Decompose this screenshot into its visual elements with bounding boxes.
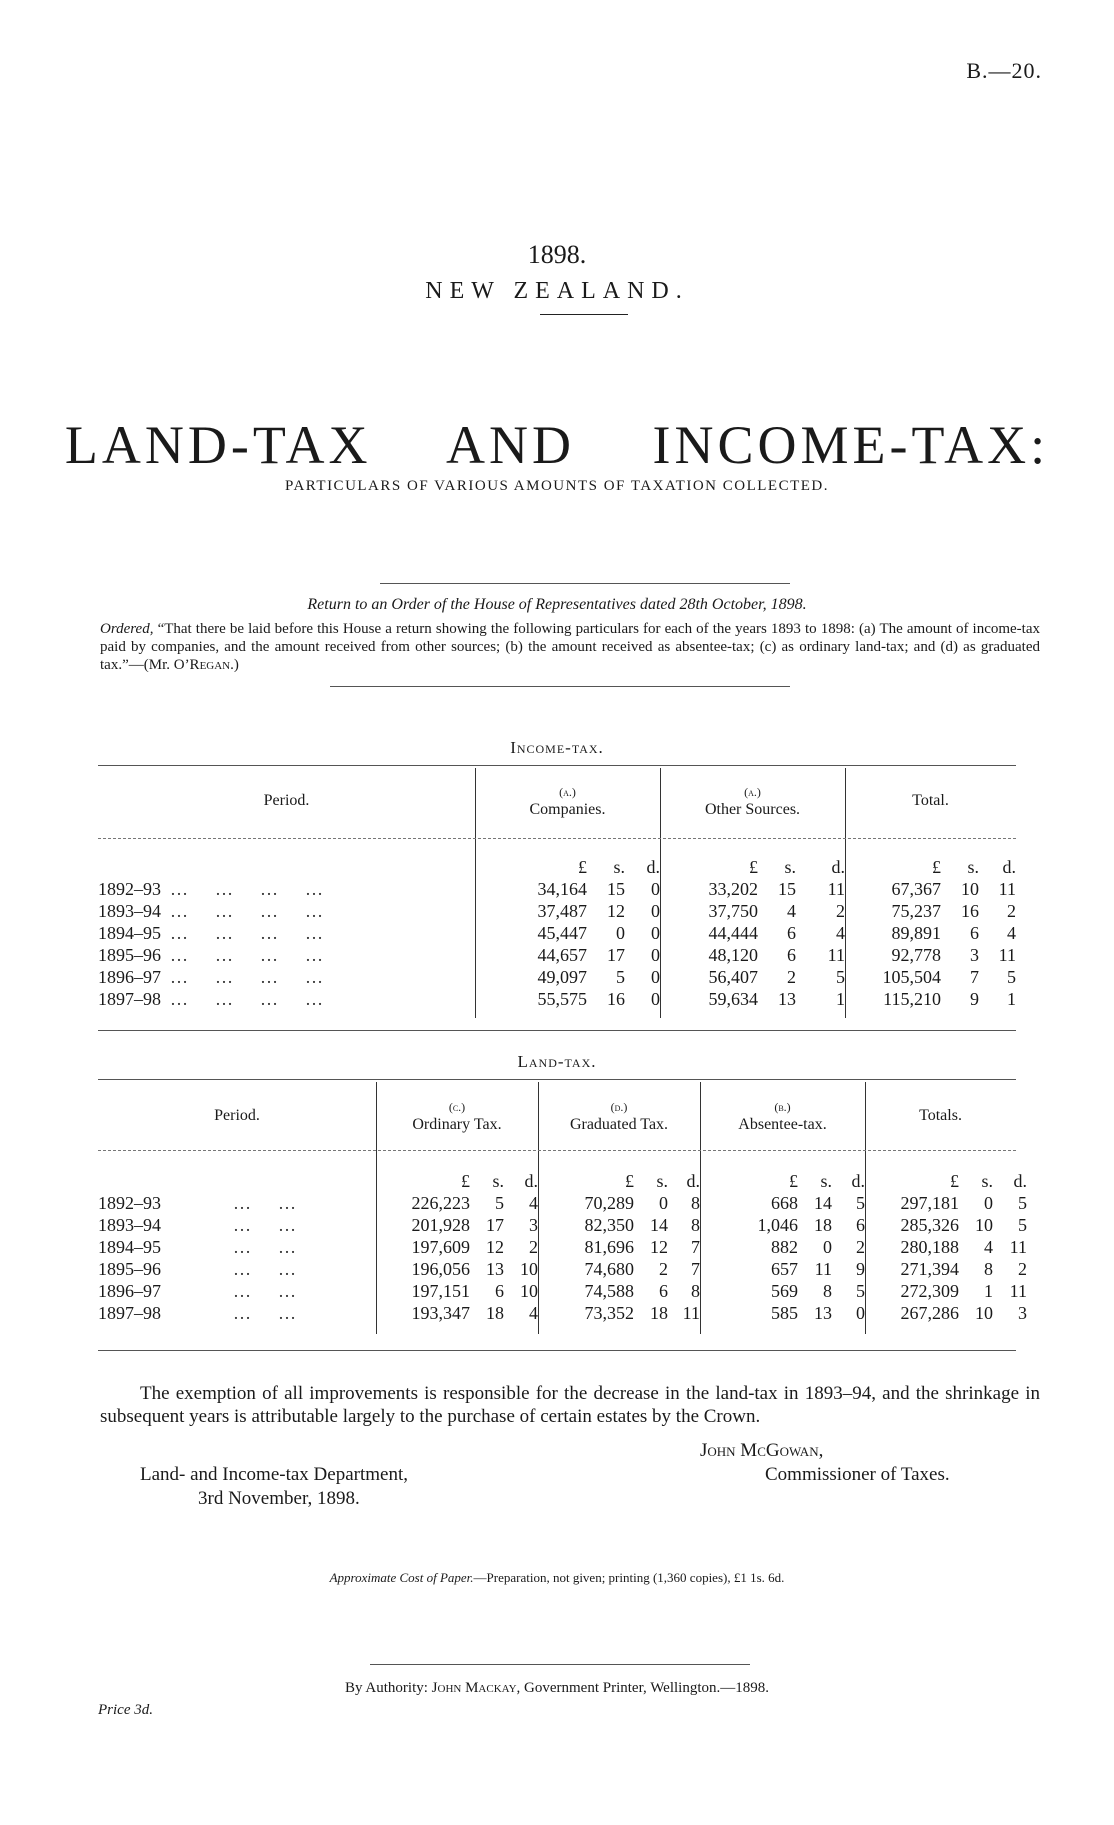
total-pence: 2 [1007, 901, 1016, 921]
unit-pence: d. [1013, 1171, 1027, 1191]
department: Land- and Income-tax Department, [140, 1464, 408, 1485]
totals-pounds: 271,394 [900, 1259, 959, 1279]
totals-shillings: 4 [984, 1237, 993, 1257]
income-col-companies-label: Companies. [529, 801, 606, 818]
land-col-period: Period. [214, 1107, 260, 1124]
income-row [98, 988, 1016, 1010]
totals-pounds: 267,286 [900, 1303, 959, 1323]
period-cell [98, 1236, 376, 1258]
land-col-graduated-label: Graduated Tax. [569, 1116, 669, 1133]
totals-shillings: 8 [984, 1259, 993, 1279]
period-cell [98, 1192, 376, 1214]
absentee-pounds: 569 [771, 1281, 798, 1301]
ordinary-pounds: 197,609 [411, 1237, 470, 1257]
income-col-period: Period. [263, 792, 310, 809]
authority-printer: John Mackay, [431, 1680, 521, 1696]
other-pence: 1 [836, 989, 845, 1009]
companies-pence: 0 [651, 901, 660, 921]
income-col-companies-tag: (a.) [559, 785, 576, 799]
land-tax-bottom-rule [98, 1350, 1016, 1351]
leader-dots: … … … … [161, 901, 323, 921]
period-label: 1892–93 [98, 879, 161, 899]
period-label: 1895–96 [98, 945, 161, 965]
unit-shillings: s. [613, 857, 625, 877]
graduated-pence: 8 [691, 1281, 700, 1301]
period-cell [98, 1214, 376, 1236]
period-cell [98, 1258, 376, 1280]
order-text: “That there be laid before this House a return showing the following particulars for each of the years 1893 to 1898: (a) The amount of income-tax paid by companies, and the amount received from other sources; (b) the amount received as absentee-tax; (c) as ordinary land-tax; and (d) as graduated tax.”—(Mr. [100, 621, 1040, 673]
totals-shillings: 0 [984, 1193, 993, 1213]
land-col-absentee-label: Absentee-tax. [738, 1116, 827, 1133]
ordinary-pence: 4 [529, 1303, 538, 1323]
other-pounds: 33,202 [708, 879, 758, 899]
period-label: 1897–98 [98, 989, 161, 1009]
other-pounds: 44,444 [708, 923, 758, 943]
ordinary-pounds: 193,347 [411, 1303, 470, 1323]
other-pounds: 48,120 [708, 945, 758, 965]
other-pence: 2 [836, 901, 845, 921]
total-pounds: 67,367 [891, 879, 941, 899]
authority-line [0, 1680, 1114, 1697]
income-row [98, 878, 1016, 900]
other-shillings: 6 [787, 945, 796, 965]
other-shillings: 2 [787, 967, 796, 987]
period-label: 1894–95 [98, 1237, 161, 1257]
unit-pounds: £ [625, 1171, 634, 1191]
other-pounds: 59,634 [708, 989, 758, 1009]
land-row [98, 1236, 1027, 1258]
absentee-pence: 0 [856, 1303, 865, 1323]
leader-dots: … … … … [161, 967, 323, 987]
total-shillings: 10 [961, 879, 979, 899]
ordinary-shillings: 6 [495, 1281, 504, 1301]
companies-pence: 0 [651, 923, 660, 943]
return-line: Return to an Order of the House of Representatives dated 28th October, 1898. [307, 596, 807, 613]
period-label: 1892–93 [98, 1193, 161, 1213]
companies-shillings: 16 [607, 989, 625, 1009]
graduated-shillings: 12 [650, 1237, 668, 1257]
land-header-rule [98, 1150, 1016, 1151]
totals-pounds: 297,181 [900, 1193, 959, 1213]
absentee-pounds: 882 [771, 1237, 798, 1257]
income-col-total: Total. [912, 792, 949, 809]
signatory-title: Commissioner of Taxes. [765, 1464, 950, 1485]
authority-rest: Government Printer, Wellington.—1898. [524, 1680, 769, 1696]
graduated-pence: 11 [682, 1303, 700, 1323]
unit-shillings: s. [656, 1171, 668, 1191]
income-row [98, 944, 1016, 966]
period-cell [98, 966, 475, 988]
unit-pence: d. [851, 1171, 865, 1191]
land-col-ordinary-label: Ordinary Tax. [412, 1116, 502, 1133]
companies-pence: 0 [651, 945, 660, 965]
land-col-graduated-tag: (d.) [610, 1100, 628, 1114]
totals-pence: 11 [1009, 1237, 1027, 1257]
companies-shillings: 12 [607, 901, 625, 921]
absentee-shillings: 18 [814, 1215, 832, 1235]
other-pounds: 37,750 [708, 901, 758, 921]
total-pounds: 105,504 [882, 967, 941, 987]
leader-dots: … … [161, 1303, 296, 1323]
ordinary-pence: 2 [529, 1237, 538, 1257]
year: 1898. [527, 240, 587, 269]
total-pounds: 89,891 [891, 923, 941, 943]
unit-shillings: s. [820, 1171, 832, 1191]
total-shillings: 9 [970, 989, 979, 1009]
order-paragraph [100, 620, 1040, 674]
absentee-pence: 5 [856, 1193, 865, 1213]
absentee-shillings: 8 [823, 1281, 832, 1301]
cost-line [0, 1570, 1114, 1586]
graduated-pence: 8 [691, 1193, 700, 1213]
land-row [98, 1280, 1027, 1302]
other-shillings: 13 [778, 989, 796, 1009]
income-row [98, 922, 1016, 944]
period-label: 1896–97 [98, 1281, 161, 1301]
period-label: 1894–95 [98, 923, 161, 943]
land-col-ordinary-tag: (c.) [448, 1100, 466, 1114]
totals-shillings: 1 [984, 1281, 993, 1301]
total-pounds: 115,210 [883, 989, 941, 1009]
totals-pence: 5 [1018, 1193, 1027, 1213]
companies-pounds: 44,657 [537, 945, 587, 965]
leader-dots: … … … … [161, 923, 323, 943]
leader-dots: … … [161, 1281, 296, 1301]
total-pence: 5 [1007, 967, 1016, 987]
graduated-pounds: 73,352 [584, 1303, 634, 1323]
ordinary-shillings: 18 [486, 1303, 504, 1323]
land-units-row [98, 1170, 1027, 1192]
period-cell [98, 988, 475, 1010]
graduated-shillings: 18 [650, 1303, 668, 1323]
unit-pence: d. [646, 857, 660, 877]
companies-pounds: 55,575 [537, 989, 587, 1009]
ordinary-shillings: 5 [495, 1193, 504, 1213]
income-row [98, 966, 1016, 988]
graduated-shillings: 6 [659, 1281, 668, 1301]
totals-pence: 5 [1018, 1215, 1027, 1235]
totals-pence: 11 [1009, 1281, 1027, 1301]
leader-dots: … … [161, 1237, 296, 1257]
income-col-companies [475, 783, 660, 819]
unit-pence: d. [1002, 857, 1016, 877]
unit-shillings: s. [492, 1171, 504, 1191]
graduated-shillings: 14 [650, 1215, 668, 1235]
totals-pounds: 280,188 [900, 1237, 959, 1257]
period-label: 1897–98 [98, 1303, 161, 1323]
land-row [98, 1302, 1027, 1324]
page-subtitle: PARTICULARS OF VARIOUS AMOUNTS OF TAXATION COLLECTED. [285, 478, 829, 494]
totals-pence: 3 [1018, 1303, 1027, 1323]
companies-pounds: 34,164 [537, 879, 587, 899]
other-pounds: 56,407 [708, 967, 758, 987]
income-col-other-tag: (a.) [744, 785, 761, 799]
total-pence: 1 [1007, 989, 1016, 1009]
absentee-shillings: 0 [823, 1237, 832, 1257]
graduated-pounds: 74,588 [584, 1281, 634, 1301]
total-shillings: 16 [961, 901, 979, 921]
unit-pounds: £ [749, 857, 758, 877]
graduated-pounds: 82,350 [584, 1215, 634, 1235]
graduated-shillings: 2 [659, 1259, 668, 1279]
unit-pounds: £ [950, 1171, 959, 1191]
land-tax-heading: Land-tax. [517, 1052, 597, 1071]
period-label: 1896–97 [98, 967, 161, 987]
absentee-pence: 2 [856, 1237, 865, 1257]
period-cell [98, 944, 475, 966]
divider-top [380, 583, 790, 584]
period-cell [98, 878, 475, 900]
totals-shillings: 10 [975, 1215, 993, 1235]
absentee-pounds: 1,046 [757, 1215, 798, 1235]
signatory-name: John McGowan, [700, 1440, 824, 1461]
total-pounds: 92,778 [891, 945, 941, 965]
income-tax-bottom-rule [98, 1030, 1016, 1031]
document-reference: B.—20. [966, 58, 1042, 83]
cost-label: Approximate Cost of Paper. [329, 1570, 474, 1585]
totals-shillings: 10 [975, 1303, 993, 1323]
absentee-pence: 5 [856, 1281, 865, 1301]
heading-rule [540, 314, 628, 315]
graduated-pounds: 81,696 [584, 1237, 634, 1257]
unit-shillings: s. [784, 857, 796, 877]
unit-pounds: £ [789, 1171, 798, 1191]
land-col-ordinary [376, 1098, 538, 1134]
unit-pence: d. [686, 1171, 700, 1191]
absentee-shillings: 13 [814, 1303, 832, 1323]
unit-pounds: £ [461, 1171, 470, 1191]
total-shillings: 6 [970, 923, 979, 943]
other-shillings: 6 [787, 923, 796, 943]
leader-dots: … … [161, 1193, 296, 1213]
price: Price 3d. [98, 1702, 153, 1718]
other-shillings: 15 [778, 879, 796, 899]
income-tax-top-rule [98, 765, 1016, 766]
land-row [98, 1258, 1027, 1280]
total-pounds: 75,237 [891, 901, 941, 921]
graduated-pence: 7 [691, 1259, 700, 1279]
absentee-shillings: 14 [814, 1193, 832, 1213]
ordinary-pounds: 196,056 [411, 1259, 470, 1279]
companies-shillings: 15 [607, 879, 625, 899]
ordinary-pence: 10 [520, 1281, 538, 1301]
companies-shillings: 5 [616, 967, 625, 987]
income-tax-heading: Income-tax. [510, 738, 604, 757]
period-cell [98, 1280, 376, 1302]
leader-dots: … … … … [161, 879, 323, 899]
income-col-other [660, 783, 845, 819]
leader-dots: … … … … [161, 945, 323, 965]
graduated-pence: 7 [691, 1237, 700, 1257]
leader-dots: … … [161, 1215, 296, 1235]
page-title: LAND-TAX AND INCOME-TAX: [64, 415, 1050, 475]
period-cell [98, 900, 475, 922]
income-col-other-label: Other Sources. [704, 801, 801, 818]
totals-pounds: 285,326 [900, 1215, 959, 1235]
companies-pounds: 37,487 [537, 901, 587, 921]
companies-pence: 0 [651, 967, 660, 987]
order-member: O’Regan.) [173, 657, 239, 673]
total-pence: 11 [998, 879, 1016, 899]
absentee-shillings: 11 [814, 1259, 832, 1279]
total-shillings: 7 [970, 967, 979, 987]
cost-text: —Preparation, not given; printing (1,360 copies), £1 1s. 6d. [473, 1570, 785, 1585]
companies-shillings: 0 [616, 923, 625, 943]
companies-pounds: 49,097 [537, 967, 587, 987]
companies-shillings: 17 [607, 945, 625, 965]
unit-shillings: s. [981, 1171, 993, 1191]
absentee-pounds: 668 [771, 1193, 798, 1213]
ordinary-pounds: 201,928 [411, 1215, 470, 1235]
ordinary-pounds: 226,223 [411, 1193, 470, 1213]
period-label: 1893–94 [98, 1215, 161, 1235]
other-pence: 4 [836, 923, 845, 943]
graduated-shillings: 0 [659, 1193, 668, 1213]
companies-pounds: 45,447 [537, 923, 587, 943]
leader-dots: … … … … [161, 989, 323, 1009]
divider-bottom [370, 1664, 750, 1665]
ordinary-shillings: 12 [486, 1237, 504, 1257]
ordinary-pence: 3 [529, 1215, 538, 1235]
companies-pence: 0 [651, 879, 660, 899]
land-row [98, 1192, 1027, 1214]
land-col-graduated [538, 1098, 700, 1134]
income-header-rule [98, 838, 1016, 839]
land-col-absentee-tag: (b.) [774, 1100, 791, 1114]
ordinary-shillings: 13 [486, 1259, 504, 1279]
land-tax-top-rule [98, 1079, 1016, 1080]
divider-order [330, 686, 790, 687]
ordinary-pence: 4 [529, 1193, 538, 1213]
other-pence: 5 [836, 967, 845, 987]
unit-pence: d. [831, 857, 845, 877]
unit-pounds: £ [578, 857, 587, 877]
land-col-absentee [700, 1098, 865, 1134]
ordinary-shillings: 17 [486, 1215, 504, 1235]
other-shillings: 4 [787, 901, 796, 921]
order-lead: Ordered, [100, 621, 154, 637]
ordinary-pence: 10 [520, 1259, 538, 1279]
period-label: 1893–94 [98, 901, 161, 921]
absentee-pounds: 585 [771, 1303, 798, 1323]
country-heading: NEW ZEALAND. [425, 278, 689, 304]
income-row [98, 900, 1016, 922]
graduated-pounds: 70,289 [584, 1193, 634, 1213]
total-pence: 4 [1007, 923, 1016, 943]
explanatory-note: The exemption of all improvements is responsible for the decrease in the land-tax in 1893–94, and the shrinkage in subsequent years is attributable largely to the purchase of certain estates by the Crown. [100, 1383, 1040, 1427]
total-shillings: 3 [970, 945, 979, 965]
document-date: 3rd November, 1898. [198, 1488, 360, 1509]
absentee-pence: 9 [856, 1259, 865, 1279]
unit-pence: d. [524, 1171, 538, 1191]
totals-pence: 2 [1018, 1259, 1027, 1279]
income-units-row [98, 856, 1016, 878]
leader-dots: … … [161, 1259, 296, 1279]
ordinary-pounds: 197,151 [411, 1281, 470, 1301]
period-label: 1895–96 [98, 1259, 161, 1279]
absentee-pence: 6 [856, 1215, 865, 1235]
income-tax-table [98, 856, 1016, 1010]
period-cell [98, 922, 475, 944]
totals-pounds: 272,309 [900, 1281, 959, 1301]
graduated-pence: 8 [691, 1215, 700, 1235]
absentee-pounds: 657 [771, 1259, 798, 1279]
total-pence: 11 [998, 945, 1016, 965]
land-tax-table [98, 1170, 1027, 1324]
companies-pence: 0 [651, 989, 660, 1009]
other-pence: 11 [827, 945, 845, 965]
land-col-totals: Totals. [919, 1107, 962, 1124]
graduated-pounds: 74,680 [584, 1259, 634, 1279]
other-pence: 11 [827, 879, 845, 899]
period-cell [98, 1302, 376, 1324]
authority-lead: By Authority: [344, 1680, 428, 1696]
unit-pounds: £ [932, 857, 941, 877]
unit-shillings: s. [967, 857, 979, 877]
land-row [98, 1214, 1027, 1236]
